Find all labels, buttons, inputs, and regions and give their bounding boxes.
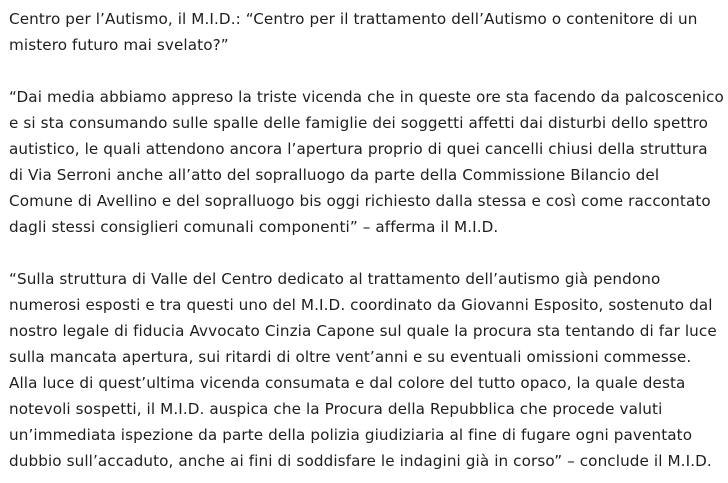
text-line: un’immediata ispezione da parte della polizia giudiziaria al fine di fugare ogni paventato bbox=[9, 426, 693, 444]
text-line: di Via Serroni anche all’atto del sopralluogo da parte della Commissione Bilancio del bbox=[9, 166, 660, 184]
quote-paragraph-1 bbox=[9, 84, 725, 240]
text-line: mistero futuro mai svelato?” bbox=[9, 36, 229, 54]
text-line: Centro per l’Autismo, il M.I.D.: “Centro per il trattamento dell’Autismo o contenitore di un bbox=[9, 10, 698, 28]
text-line: notevoli sospetti, il M.I.D. auspica che la Procura della Repubblica che procede valuti bbox=[9, 400, 663, 418]
intro-paragraph bbox=[9, 0, 725, 58]
text-line: “Sulla struttura di Valle del Centro dedicato al trattamento dell’autismo già pendono bbox=[9, 270, 661, 288]
text-line: autistico, le quali attendono ancora l’apertura proprio di quei cancelli chiusi della struttura bbox=[9, 140, 708, 158]
text-line: Alla luce di quest’ultima vicenda consumata e dal colore del tutto opaco, la quale desta bbox=[9, 374, 686, 392]
article-body bbox=[9, 0, 725, 474]
text-line: “Dai media abbiamo appreso la triste vicenda che in queste ore sta facendo da palcoscenico bbox=[9, 88, 724, 106]
text-line: sulla mancata apertura, sui ritardi di oltre vent’anni e su eventuali omissioni commesse. bbox=[9, 348, 692, 366]
text-line: nostro legale di fiducia Avvocato Cinzia Capone sul quale la procura sta tentando di far luce bbox=[9, 322, 717, 340]
text-line: dubbio sull’accaduto, anche ai fini di soddisfare le indagini già in corso” – conclude il M.I.D. bbox=[9, 452, 712, 470]
text-line: dagli stessi consiglieri comunali componenti” – afferma il M.I.D. bbox=[9, 218, 499, 236]
text-line: e si sta consumando sulle spalle delle famiglie dei soggetti affetti dai disturbi dello spettro bbox=[9, 114, 709, 132]
quote-paragraph-2 bbox=[9, 266, 725, 474]
text-line: numerosi esposti e tra questi uno del M.I.D. coordinato da Giovanni Esposito, sostenuto dal bbox=[9, 296, 713, 314]
text-line: Comune di Avellino e del sopralluogo bis oggi richiesto dalla stessa e così come raccontato bbox=[9, 192, 711, 210]
